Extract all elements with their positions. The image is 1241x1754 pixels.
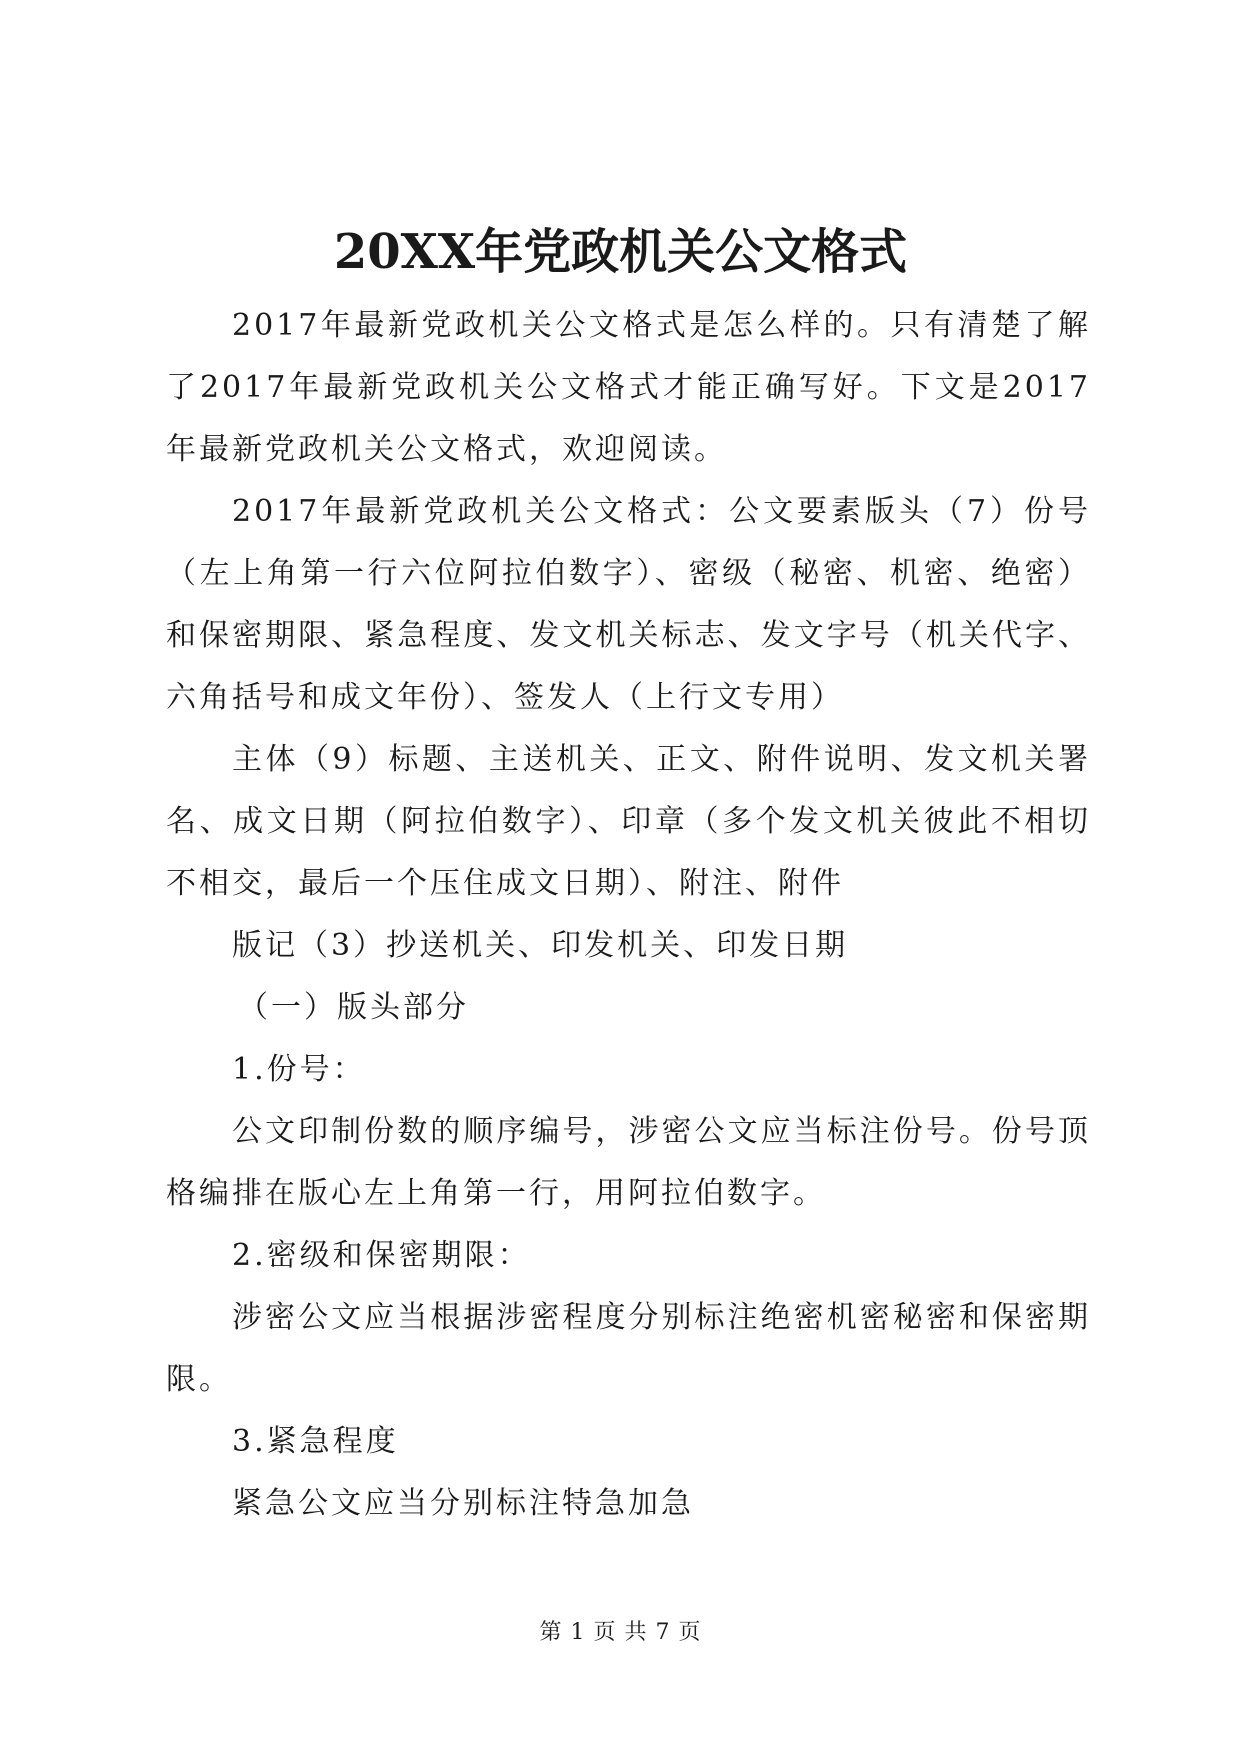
item-heading-classification: 2.密级和保密期限： [232,1238,531,1273]
item-heading-urgency: 3.紧急程度 [232,1424,399,1459]
paragraph-elements-header: 2017年最新党政机关公文格式：公文要素版头（7）份号（左上角第一行六位阿拉伯数字）、密级（秘密、机密、绝密）和保密期限、紧急程度、发文机关标志、发文字号（机关代字、六角括号和成文年份）、签发人（上行文专用） [166,494,1091,715]
document-title: 20XX年党政机关公文格式 [333,224,908,280]
paragraph-copy-number: 公文印制份数的顺序编号，涉密公文应当标注份号。份号顶格编排在版心左上角第一行，用阿拉伯数字。 [166,1114,1091,1211]
paragraph-intro: 2017年最新党政机关公文格式是怎么样的。只有清楚了解了2017年最新党政机关公文格式才能正确写好。下文是2017年最新党政机关公文格式，欢迎阅读。 [166,308,1091,467]
paragraph-elements-footer: 版记（3）抄送机关、印发机关、印发日期 [232,928,849,963]
paragraph-elements-body: 主体（9）标题、主送机关、正文、附件说明、发文机关署名、成文日期（阿拉伯数字）、印章（多个发文机关彼此不相切不相交，最后一个压住成文日期）、附注、附件 [166,742,1091,901]
section-heading-header-part: （一）版头部分 [238,990,469,1025]
item-heading-copy-number: 1.份号： [232,1052,366,1087]
paragraph-classification: 涉密公文应当根据涉密程度分别标注绝密机密秘密和保密期限。 [166,1300,1091,1397]
document-body [166,295,1091,1535]
page-footer: 第 1 页 共 7 页 [539,1620,702,1645]
paragraph-urgency: 紧急公文应当分别标注特急加急 [232,1486,694,1521]
